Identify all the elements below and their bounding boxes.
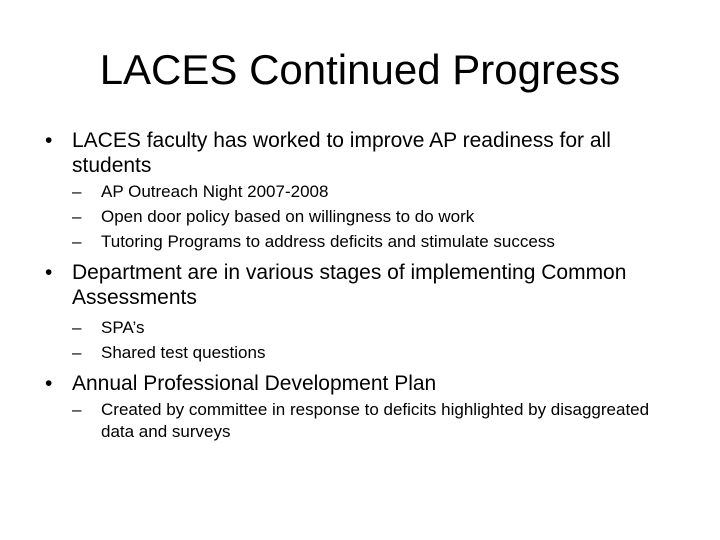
bullet-text: LACES faculty has worked to improve AP readiness for all students (72, 129, 611, 177)
bullet-text: Annual Professional Development Plan (72, 372, 437, 395)
bullet-icon: • (45, 261, 53, 284)
slide-title: LACES Continued Progress (99, 46, 621, 93)
sub-text: SPA’s (101, 318, 145, 337)
dash-icon: – (72, 207, 82, 226)
sub-text: Created by committee in response to deficits highlighted by disaggreated data and surveys (101, 400, 650, 441)
dash-icon: – (72, 343, 82, 362)
bullet-text: Department are in various stages of implementing Common Assessments (72, 261, 627, 309)
sub-text: Tutoring Programs to address deficits and stimulate success (101, 232, 555, 251)
dash-icon: – (72, 232, 82, 251)
slide-body (40, 128, 680, 443)
sub-text: Shared test questions (101, 343, 266, 362)
sub-item (40, 317, 680, 339)
sub-text: AP Outreach Night 2007-2008 (101, 182, 329, 201)
dash-icon: – (72, 400, 82, 419)
bullet-icon: • (45, 372, 53, 395)
sub-text: Open door policy based on willingness to do work (101, 207, 475, 226)
dash-icon: – (72, 182, 82, 201)
sub-item (40, 231, 680, 253)
bullet-item (40, 128, 680, 178)
sub-item (40, 206, 680, 228)
sub-item (40, 342, 680, 364)
bullet-item (40, 371, 680, 396)
bullet-item (40, 260, 680, 310)
bullet-icon: • (45, 129, 53, 152)
sub-item (40, 181, 680, 203)
sub-item (40, 399, 680, 443)
dash-icon: – (72, 318, 82, 337)
